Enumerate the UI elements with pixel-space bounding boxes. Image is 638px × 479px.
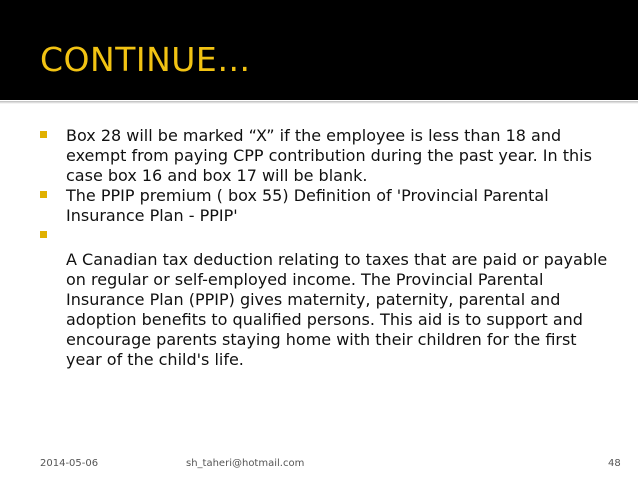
definition-paragraph: A Canadian tax deduction relating to taxes that are paid or payable on regular or self-employed income. The Provincial Parental Insurance Plan (PPIP) gives maternity, paternity, parental and adoption benefits to qualified persons. This aid is to support and encourage parents staying home with their children for the first year of the child's life.: [66, 250, 608, 369]
bullet-text: Box 28 will be marked “X” if the employee is less than 18 and exempt from paying CPP contribution during the past year. In this case box 16 and box 17 will be blank.: [66, 126, 592, 185]
bullet-text: The PPIP premium ( box 55) Definition of 'Provincial Parental Insurance Plan - PPIP': [66, 186, 549, 225]
title-bar: [0, 0, 638, 100]
slide-title: CONTINUE…: [40, 40, 251, 79]
bullet-item: [40, 226, 610, 246]
bullet-item: [40, 186, 610, 226]
divider: [0, 101, 638, 104]
slide-body: [40, 126, 610, 370]
footer-date: 2014-05-06: [40, 458, 99, 469]
square-bullet-icon: [40, 191, 47, 198]
square-bullet-icon: [40, 131, 47, 138]
bullet-item: [40, 126, 610, 186]
footer-email: sh_taheri@hotmail.com: [186, 458, 305, 469]
square-bullet-icon: [40, 231, 47, 238]
page-number: 48: [608, 458, 621, 469]
